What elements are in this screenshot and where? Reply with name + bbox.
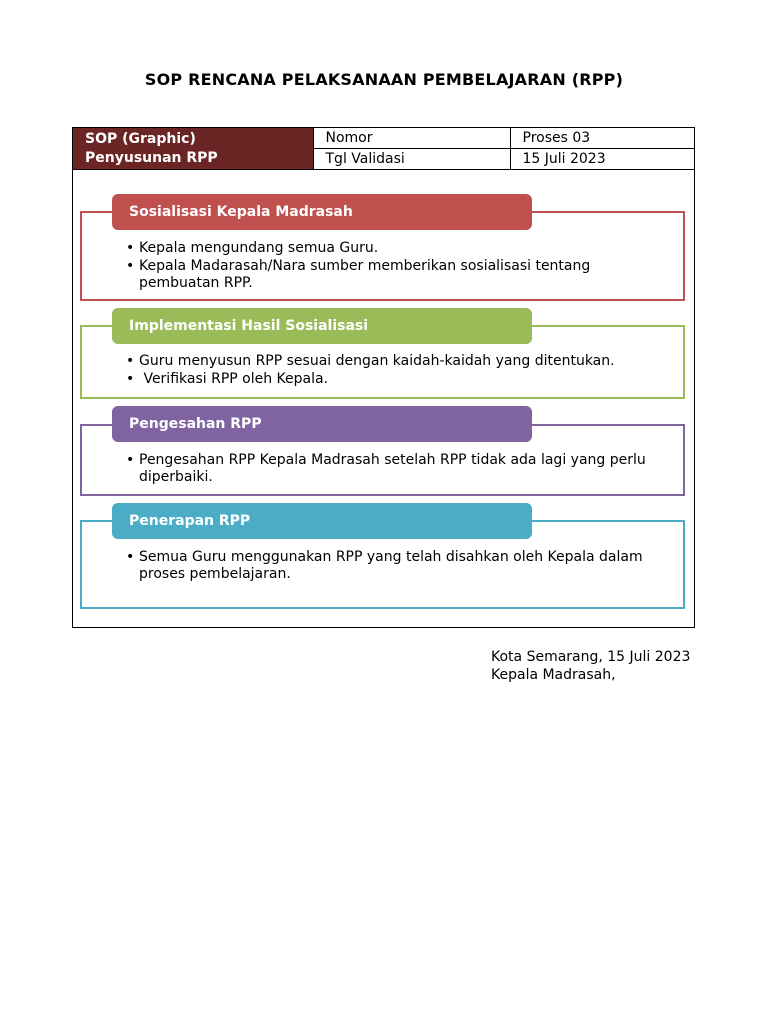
signature-place-date: Kota Semarang, 15 Juli 2023: [491, 649, 691, 665]
section-bullets-sosialisasi: [126, 240, 646, 293]
list-item: • Kepala Madarasah/Nara sumber memberikan sosialisasi tentang pembuatan RPP.: [126, 258, 646, 292]
validasi-label: Tgl Validasi: [313, 149, 510, 170]
list-item: • Guru menyusun RPP sesuai dengan kaidah-kaidah yang ditentukan.: [126, 353, 646, 370]
section-heading-penerapan: Penerapan RPP: [112, 503, 532, 539]
document-title: SOP RENCANA PELAKSANAAN PEMBELAJARAN (RPP): [144, 70, 624, 89]
sop-title-line1: SOP (Graphic): [85, 131, 196, 147]
signature-role: Kepala Madrasah,: [491, 667, 616, 683]
validasi-value: 15 Juli 2023: [510, 149, 694, 170]
section-heading-sosialisasi: Sosialisasi Kepala Madrasah: [112, 194, 532, 230]
section-bullets-penerapan: [126, 549, 646, 584]
signature-block: [491, 648, 690, 684]
list-item: • Kepala mengundang semua Guru.: [126, 240, 646, 257]
sop-header-table: [73, 128, 694, 170]
section-bullets-implementasi: [126, 353, 646, 389]
nomor-value: Proses 03: [510, 128, 694, 149]
nomor-label: Nomor: [313, 128, 510, 149]
section-heading-pengesahan: Pengesahan RPP: [112, 406, 532, 442]
sop-title-cell: [73, 128, 313, 170]
list-item: • Pengesahan RPP Kepala Madrasah setelah RPP tidak ada lagi yang perlu diperbaiki.: [126, 452, 646, 486]
list-item: • Semua Guru menggunakan RPP yang telah disahkan oleh Kepala dalam proses pembelajaran.: [126, 549, 646, 583]
section-heading-implementasi: Implementasi Hasil Sosialisasi: [112, 308, 532, 344]
sop-title-line2: Penyusunan RPP: [85, 150, 218, 166]
section-bullets-pengesahan: [126, 452, 646, 487]
list-item: • Verifikasi RPP oleh Kepala.: [126, 371, 646, 388]
